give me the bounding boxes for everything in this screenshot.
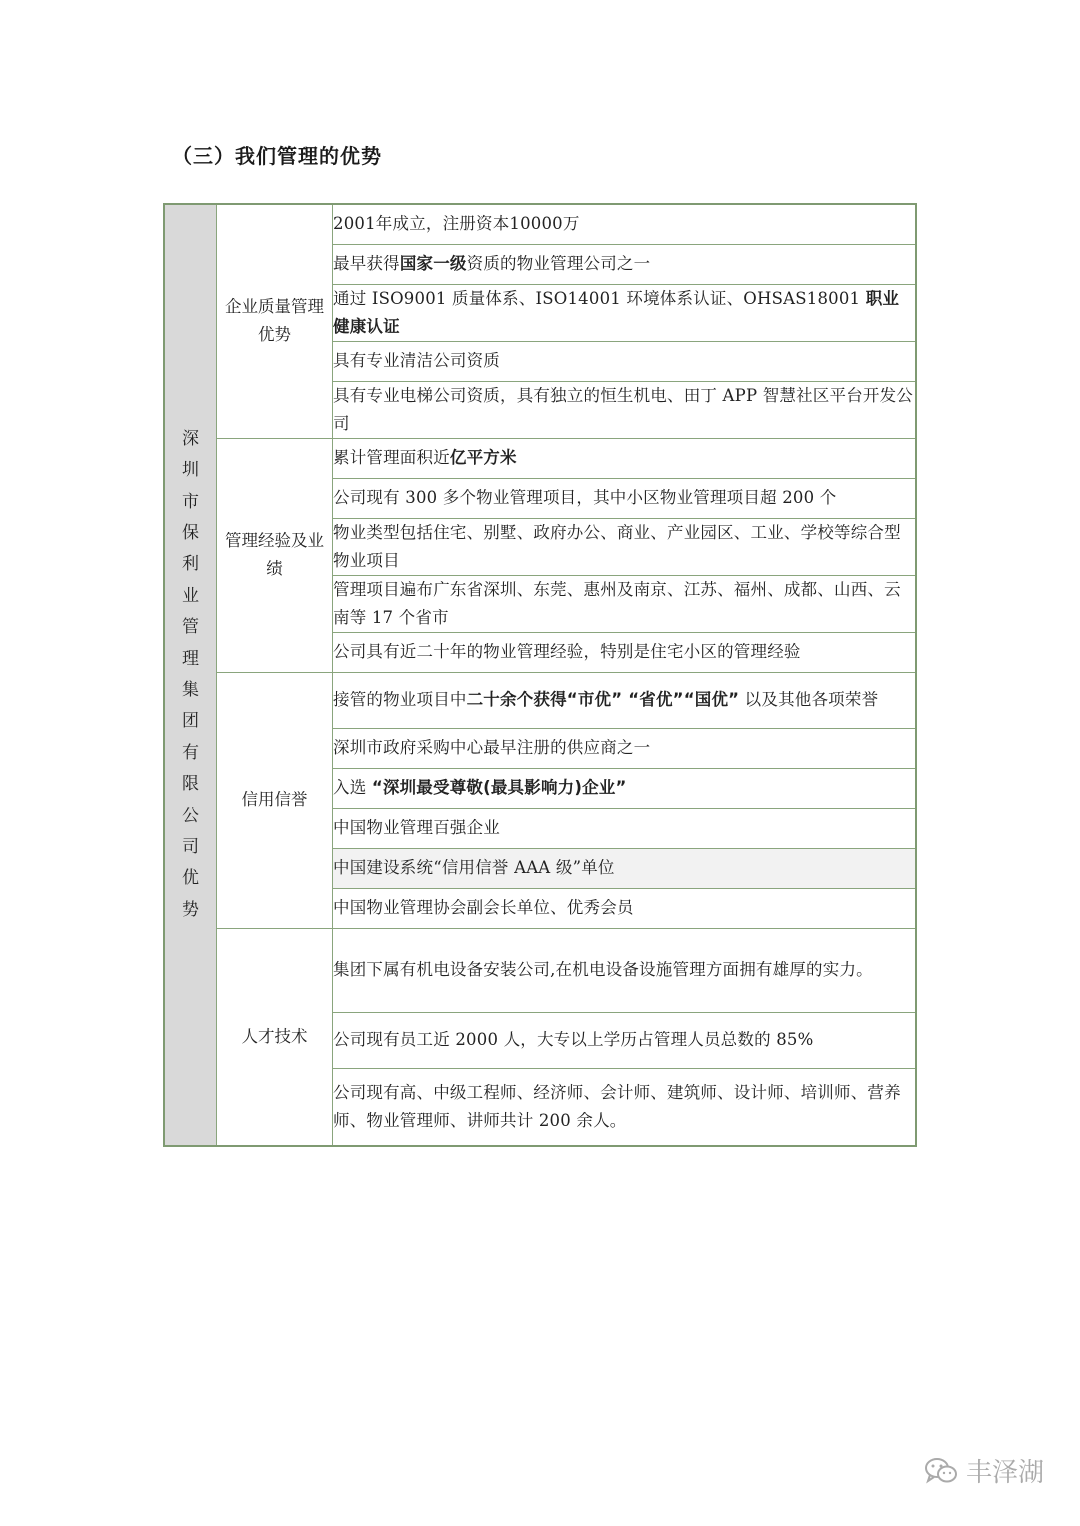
highlight-text: 国家一级 xyxy=(399,254,467,273)
item-text: 资质的物业管理公司之一 xyxy=(466,254,651,273)
table-row xyxy=(164,928,916,1012)
advantage-item xyxy=(333,632,917,672)
item-text: 2001年成立，注册资本10000万 xyxy=(333,214,580,234)
item-text: 公司现有 300 多个物业管理项目，其中小区物业管理项目超 200 个 xyxy=(333,488,837,507)
table-row xyxy=(164,438,916,478)
advantage-item xyxy=(333,672,917,728)
item-text: 集团下属有机电设备安装公司,在机电设备设施管理方面拥有雄厚的实力。 xyxy=(333,960,873,979)
item-text: 公司具有近二十年的物业管理经验，特别是住宅小区的管理经验 xyxy=(333,642,801,661)
item-text: 中国物业管理百强企业 xyxy=(333,818,500,837)
advantage-item xyxy=(333,575,917,632)
watermark xyxy=(924,1452,1044,1489)
item-text: 管理项目遍布广东省深圳、东莞、惠州及南京、江苏、福州、成都、山西、云南等 17 个省市 xyxy=(333,579,901,627)
advantage-item xyxy=(333,888,917,928)
item-text: 接管的物业项目中 xyxy=(333,690,467,709)
item-text: 入选 xyxy=(333,778,372,797)
advantage-item xyxy=(333,284,917,341)
advantage-item xyxy=(333,204,917,244)
highlight-text: 职业健康认证 xyxy=(333,288,900,336)
category-label: 企业质量管理优势 xyxy=(217,204,333,438)
item-text: 累计管理面积近 xyxy=(333,448,450,467)
item-text: 深圳市政府采购中心最早注册的供应商之一 xyxy=(333,738,651,757)
item-text: 中国建设系统“信用信誉 AAA 级”单位 xyxy=(333,858,615,877)
item-text: 具有专业清洁公司资质 xyxy=(333,351,500,370)
category-label: 管理经验及业绩 xyxy=(217,438,333,672)
advantage-item xyxy=(333,848,917,888)
item-text: 物业类型包括住宅、别墅、政府办公、商业、产业园区、工业、学校等综合型物业项目 xyxy=(333,522,901,570)
item-text: 以及其他各项荣誉 xyxy=(739,690,879,709)
wechat-icon xyxy=(924,1457,958,1485)
advantage-item xyxy=(333,928,917,1012)
advantage-item xyxy=(333,341,917,381)
company-label: 深圳市保利业管理集团有限公司优势 xyxy=(182,428,199,920)
item-text: 公司现有高、中级工程师、经济师、会计师、建筑师、设计师、培训师、营养师、物业管理师、讲师共计 200 余人。 xyxy=(333,1082,901,1130)
highlight-text: 二十余个获得“市优” “省优”“国优” xyxy=(466,690,740,709)
advantage-item xyxy=(333,808,917,848)
category-label: 信用信誉 xyxy=(217,672,333,928)
table-row xyxy=(164,672,916,728)
advantage-item xyxy=(333,728,917,768)
advantages-table xyxy=(163,203,917,1147)
advantage-item xyxy=(333,1068,917,1146)
item-text: 最早获得 xyxy=(333,254,400,273)
advantage-item xyxy=(333,768,917,808)
advantage-item xyxy=(333,244,917,284)
advantage-item xyxy=(333,381,917,438)
highlight-text: 亿平方米 xyxy=(449,448,517,467)
item-text: 中国物业管理协会副会长单位、优秀会员 xyxy=(333,898,634,917)
highlight-text: “深圳最受尊敬(最具影响力)企业” xyxy=(371,778,627,797)
item-text: 通过 ISO9001 质量体系、ISO14001 环境体系认证、OHSAS18001 xyxy=(333,288,866,308)
section-title: （三）我们管理的优势 xyxy=(172,144,382,168)
category-label: 人才技术 xyxy=(217,928,333,1146)
advantage-item xyxy=(333,1012,917,1068)
item-text: 具有专业电梯公司资质，具有独立的恒生机电、田丁 APP 智慧社区平台开发公司 xyxy=(333,385,914,433)
table-row xyxy=(164,204,916,244)
company-label-cell xyxy=(164,204,217,1146)
advantage-item xyxy=(333,518,917,575)
watermark-text: 丰泽湖 xyxy=(965,1458,1044,1488)
advantage-item xyxy=(333,438,917,478)
item-text: 公司现有员工近 2000 人，大专以上学历占管理人员总数的 85% xyxy=(333,1030,814,1049)
advantage-item xyxy=(333,478,917,518)
